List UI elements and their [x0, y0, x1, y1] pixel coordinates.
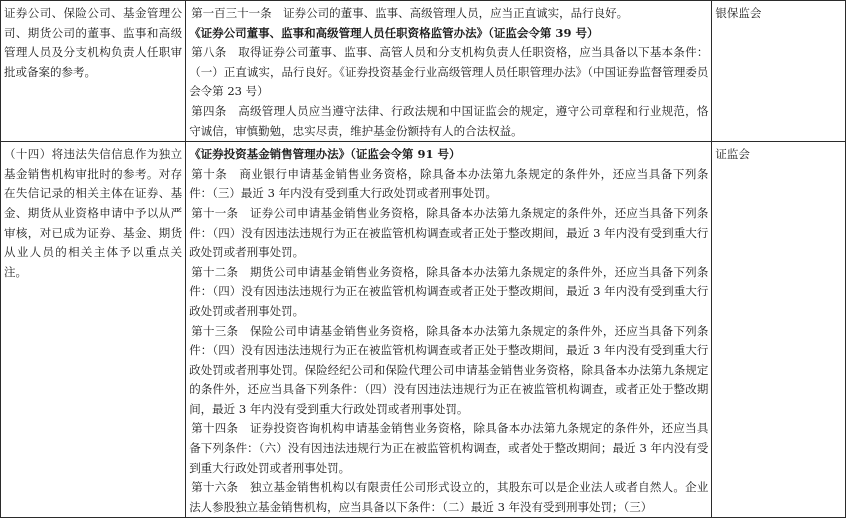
- scope-text: （十四）将违法失信信息作为独立基金销售机构审批时的参考。对存在失信记录的相关主体在证券、基金、期货从业资格申请中予以从严审核，对已成为证券、基金、期货从业人员的相关主体予以重点关注。: [4, 147, 183, 279]
- department-cell: [712, 142, 846, 518]
- department-name: 证监会: [715, 147, 750, 162]
- article-text: 第十二条 期货公司申请基金销售业务资格，除具备本办法第九条规定的条件外，还应当具备下列条件：（四）没有因违法违规行为正在被监管机构调查或者正处于整改期间，最近 3 年内没有受到重大行政处罚或者刑事处罚。: [189, 264, 709, 318]
- regulation-title: 《证券投资基金销售管理办法》（证监会令第 91 号）: [189, 147, 461, 162]
- article-text: 第八条 取得证券公司董事、监事、高管人员和分支机构负责人任职资格，应当具备以下基本条件：（一）正直诚实，品行良好。《证券投资基金行业高级管理人员任职管理办法》（中国证券监督管理委员会令第 23 号）: [189, 45, 709, 99]
- article-text: 第十四条 证券投资咨询机构申请基金销售业务资格，除具备本办法第九条规定的条件外，还应当具备下列条件：（六）没有因违法违规行为正在被监管机构调查，或者处于整改期间；最近 3 年内没有受到重大行政处罚或者刑事处罚。: [189, 421, 709, 475]
- article-text: 第十一条 证券公司申请基金销售业务资格，除具备本办法第九条规定的条件外，还应当具备下列条件：（四）没有因违法违规行为正在被监管机构调查或者正处于整改期间，最近 3 年内没有受到重大行政处罚或者刑事处罚。: [189, 205, 709, 260]
- article-text: 第四条 高级管理人员应当遵守法律、行政法规和中国证监会的规定，遵守公司章程和行业规范，恪守诚信，审慎勤勉，忠实尽责，维护基金份额持有人的合法权益。: [189, 103, 709, 138]
- legal-basis-cell: [186, 1, 712, 142]
- regulation-title: 《证券公司董事、监事和高级管理人员任职资格监管办法》（证监会令第 39 号）: [189, 25, 599, 40]
- article-text: 第十六条 独立基金销售机构以有限责任公司形式设立的，其股东可以是企业法人或者自然人。企业法人参股独立基金销售机构，应当具备以下条件：（二）最近 3 年没有受到刑事处罚；（三）: [189, 480, 709, 514]
- scope-cell: [1, 142, 186, 518]
- legal-basis-cell: [186, 142, 712, 518]
- article-text: 第一百三十一条 证券公司的董事、监事、高级管理人员，应当正直诚实，品行良好。: [191, 6, 629, 20]
- table-row: [1, 1, 846, 142]
- scope-cell: [1, 1, 186, 142]
- department-cell: [712, 1, 846, 142]
- table-row: [1, 142, 846, 518]
- department-name: 银保监会: [715, 6, 762, 20]
- scope-text: 证券公司、保险公司、基金管理公司、期货公司的董事、监事和高级管理人员及分支机构负责人任职审批或备案的参考。: [4, 6, 183, 79]
- article-text: 第十三条 保险公司申请基金销售业务资格，除具备本办法第九条规定的条件外，还应当具备下列条件：（四）没有因违法违规行为正在被监管机构调查或者正处于整改期间，最近 3 年内没有受到重大行政处罚或者刑事处罚。保险经纪公司和保险代理公司申请基金销售业务资格，除具备本办法第九条规定的条件外，还应当具备下列条件：（四）没有因违法违规行为正在被监管机构调查，或者正处于整改期间，最近 3 年内没有受到重大行政处罚或者刑事处罚。: [189, 323, 709, 416]
- article-text: 第十条 商业银行申请基金销售业务资格，除具备本办法第九条规定的条件外，还应当具备下列条件：（三）最近 3 年内没有受到重大行政处罚或者刑事处罚。: [189, 166, 709, 201]
